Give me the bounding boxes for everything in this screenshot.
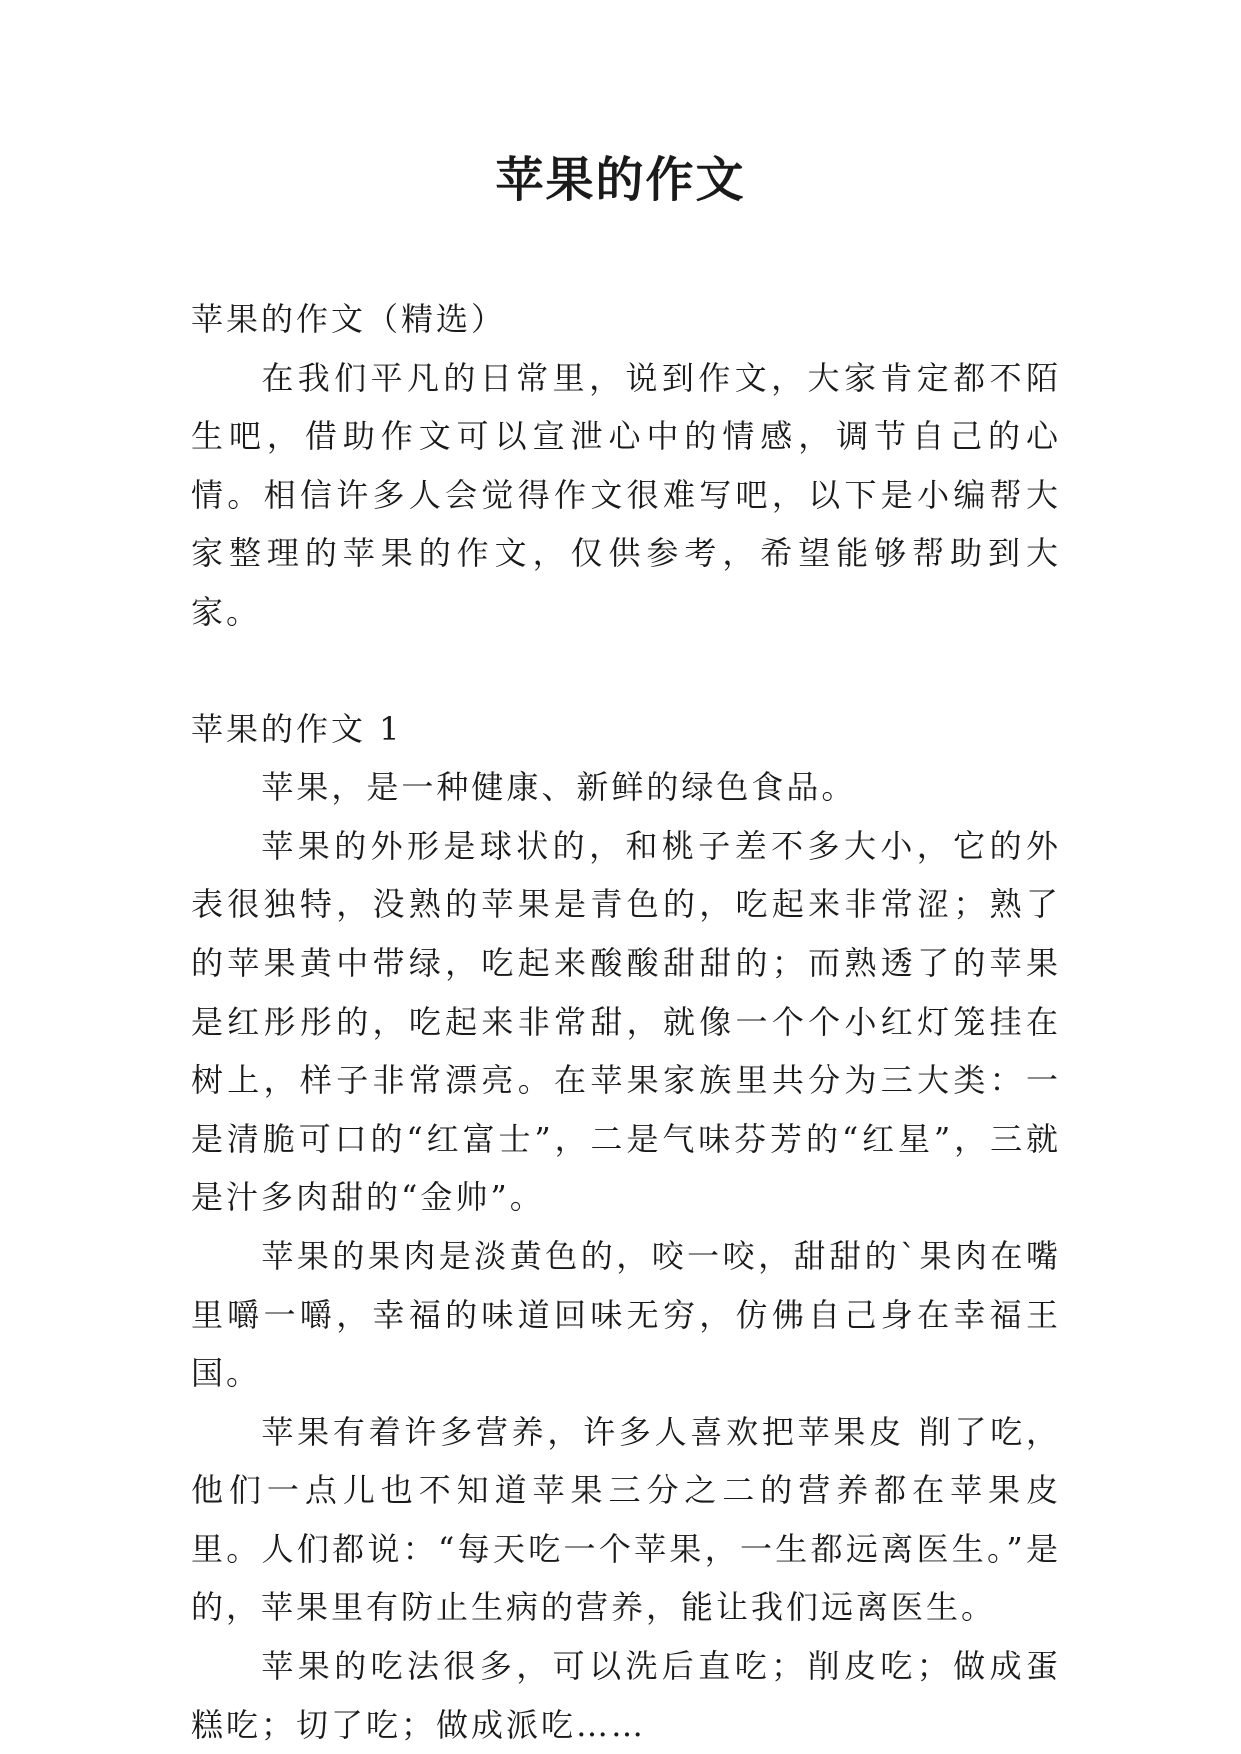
essay-paragraph-3: 苹果的果肉是淡黄色的，咬一咬，甜甜的`果肉在嘴里嚼一嚼，幸福的味道回味无穷，仿佛自己身在幸福王国。	[191, 1236, 1061, 1393]
intro-heading: 苹果的作文（精选）	[191, 300, 507, 338]
document-body	[191, 290, 1061, 1754]
section-spacer	[191, 642, 1061, 700]
essay-heading: 苹果的作文 1	[191, 709, 403, 748]
essay-paragraph-5: 苹果的吃法很多，可以洗后直吃；削皮吃；做成蛋糕吃；切了吃；做成派吃……	[191, 1647, 1061, 1744]
essay-paragraph-1: 苹果，是一种健康、新鲜的绿色食品。	[261, 768, 857, 807]
essay-paragraph-2: 苹果的外形是球状的，和桃子差不多大小，它的外表很独特，没熟的苹果是青色的，吃起来非常涩；熟了的苹果黄中带绿，吃起来酸酸甜甜的；而熟透了的苹果是红彤彤的，吃起来非常甜，就像一个个小红灯笼挂在树上，样子非常漂亮。在苹果家族里共分为三大类：一是清脆可口的“红富士”，二是气味芬芳的“红星”，三就是汁多肉甜的“金帅”。	[191, 826, 1061, 1217]
essay-paragraph-4: 苹果有着许多营养，许多人喜欢把苹果皮 削了吃，他们一点儿也不知道苹果三分之二的营养都在苹果皮里。人们都说：“每天吃一个苹果，一生都远离医生。”是的，苹果里有防止生病的营养，能让我们远离医生。	[191, 1412, 1061, 1627]
intro-paragraph: 在我们平凡的日常里，说到作文，大家肯定都不陌生吧，借助作文可以宣泄心中的情感，调节自己的心情。相信许多人会觉得作文很难写吧，以下是小编帮大家整理的苹果的作文，仅供参考，希望能够帮助到大家。	[191, 358, 1061, 631]
document-title: 苹果的作文	[495, 152, 746, 208]
